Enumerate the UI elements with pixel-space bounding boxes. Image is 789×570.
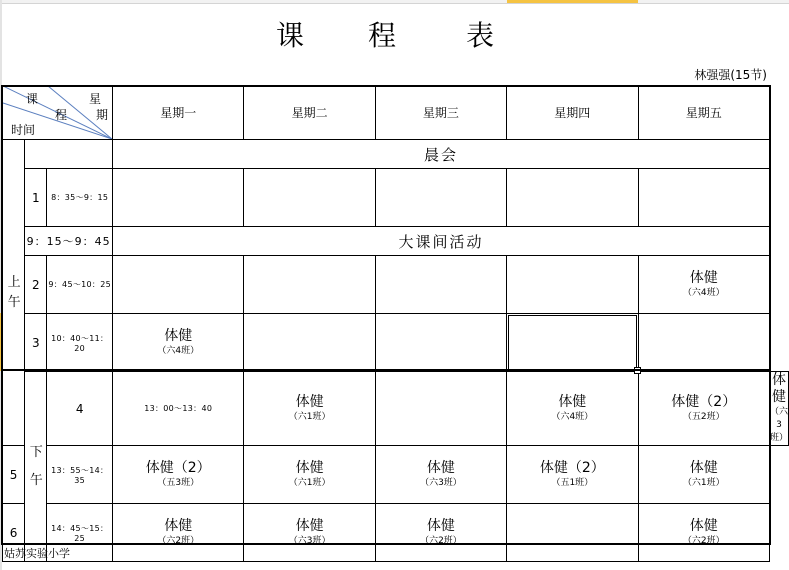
title-char: 课 bbox=[276, 19, 307, 52]
schedule-cell[interactable] bbox=[244, 372, 375, 446]
spreadsheet-column-header-strip bbox=[0, 0, 789, 4]
morning-afternoon-divider bbox=[2, 369, 771, 371]
period-time[interactable]: 13：55～14：35 bbox=[47, 446, 113, 504]
break-activity-cell[interactable]: 大课间活动 bbox=[113, 227, 770, 256]
class-name: （五3班） bbox=[157, 477, 200, 488]
schedule-cell[interactable] bbox=[244, 256, 375, 314]
course-name: 体健 bbox=[689, 517, 718, 534]
selected-column-indicator bbox=[507, 0, 638, 3]
day-header[interactable]: 星期一 bbox=[113, 86, 244, 140]
course-name: 体健（2） bbox=[671, 393, 737, 410]
course-name: 体健 bbox=[164, 327, 193, 344]
schedule-cell[interactable] bbox=[375, 314, 506, 372]
table-row bbox=[3, 446, 789, 504]
period-number[interactable]: 1 bbox=[25, 169, 47, 227]
schedule-cell[interactable] bbox=[507, 446, 638, 504]
schedule-cell[interactable] bbox=[638, 504, 769, 562]
title-char: 表 bbox=[466, 19, 497, 52]
table-row bbox=[3, 504, 789, 562]
schedule-cell[interactable] bbox=[638, 372, 769, 446]
course-name: 体健 bbox=[295, 459, 324, 476]
class-name: （六2班） bbox=[682, 535, 725, 546]
schedule-cell[interactable] bbox=[244, 314, 375, 372]
break-time-cell[interactable]: 9：15～9：45 bbox=[25, 227, 113, 256]
schedule-cell[interactable] bbox=[638, 256, 769, 314]
day-header[interactable]: 星期三 bbox=[375, 86, 506, 140]
morning-assembly-cell[interactable]: 晨会 bbox=[113, 140, 770, 169]
empty-cell[interactable] bbox=[25, 140, 113, 169]
corner-label: 课 bbox=[26, 92, 39, 106]
corner-label: 程 bbox=[55, 108, 68, 122]
schedule-cell[interactable] bbox=[113, 446, 244, 504]
teacher-label: 林强强(15节) bbox=[694, 68, 767, 82]
corner-label: 期 bbox=[96, 108, 109, 122]
schedule-cell[interactable] bbox=[113, 169, 244, 227]
period-number[interactable]: 6 bbox=[3, 504, 25, 562]
period-time[interactable]: 14：45～15：25 bbox=[47, 504, 113, 562]
schedule-cell[interactable] bbox=[113, 314, 244, 372]
course-name: 体健 bbox=[295, 517, 324, 534]
class-name: （六1班） bbox=[288, 477, 331, 488]
schedule-cell[interactable] bbox=[507, 504, 638, 562]
schedule-cell[interactable] bbox=[507, 372, 638, 446]
selected-cell[interactable] bbox=[507, 314, 638, 372]
table-row bbox=[3, 256, 789, 314]
course-name: 体健 bbox=[295, 393, 324, 410]
course-name: 体健 bbox=[426, 517, 455, 534]
session-label: 下午 bbox=[29, 444, 43, 488]
page-title bbox=[270, 14, 510, 50]
class-name: （六2班） bbox=[420, 535, 462, 546]
corner-label: 时间 bbox=[11, 123, 36, 137]
schedule-cell[interactable] bbox=[244, 446, 375, 504]
schedule-cell[interactable] bbox=[375, 372, 506, 446]
period-time[interactable]: 10：40～11：20 bbox=[47, 314, 113, 372]
schedule-cell[interactable] bbox=[638, 169, 769, 227]
period-number[interactable]: 2 bbox=[25, 256, 47, 314]
schedule-cell[interactable] bbox=[113, 256, 244, 314]
period-number[interactable]: 5 bbox=[3, 446, 25, 504]
class-name: （六4班） bbox=[682, 287, 725, 298]
schedule-cell[interactable] bbox=[638, 314, 769, 372]
course-name: 体健 bbox=[689, 459, 718, 476]
schedule-cell[interactable] bbox=[375, 504, 506, 562]
schedule-cell[interactable] bbox=[375, 446, 506, 504]
schedule-cell[interactable] bbox=[244, 504, 375, 562]
schedule-cell[interactable] bbox=[244, 169, 375, 227]
course-name: 体健（2） bbox=[145, 459, 211, 476]
period-time[interactable]: 8：35～9：15 bbox=[47, 169, 113, 227]
class-name: （五2班） bbox=[682, 411, 725, 422]
schedule-cell[interactable] bbox=[375, 256, 506, 314]
course-name: 体健 bbox=[558, 393, 587, 410]
class-name: （六4班） bbox=[157, 345, 200, 356]
period-number[interactable]: 3 bbox=[25, 314, 47, 372]
class-name: （五1班） bbox=[551, 477, 594, 488]
course-name: 体健 bbox=[426, 459, 455, 476]
schedule-cell[interactable] bbox=[113, 504, 244, 562]
table-row bbox=[3, 314, 789, 372]
period-number[interactable]: 4 bbox=[47, 372, 113, 446]
class-name: （六1班） bbox=[682, 477, 725, 488]
class-name: （六4班） bbox=[551, 411, 594, 422]
school-name: 姑苏实验小学 bbox=[4, 547, 70, 560]
course-name: 体健 bbox=[689, 269, 718, 286]
day-header[interactable]: 星期四 bbox=[507, 86, 638, 140]
period-time[interactable]: 9：45～10：25 bbox=[47, 256, 113, 314]
class-name: （六1班） bbox=[288, 411, 331, 422]
corner-label: 星 bbox=[89, 92, 102, 106]
period-time[interactable]: 13：00～13：40 bbox=[113, 372, 244, 446]
table-row bbox=[3, 372, 789, 446]
session-label: 上午 bbox=[7, 274, 21, 310]
session-morning[interactable] bbox=[3, 140, 25, 446]
title-char: 程 bbox=[368, 19, 399, 52]
class-name: （六3班） bbox=[288, 535, 331, 546]
session-afternoon[interactable] bbox=[25, 372, 47, 562]
class-name: （六3班） bbox=[420, 477, 462, 488]
course-name: 体健 bbox=[164, 517, 193, 534]
day-header[interactable]: 星期二 bbox=[244, 86, 375, 140]
course-name: 体健 bbox=[771, 372, 786, 405]
table-row bbox=[3, 169, 789, 227]
course-name: 体健（2） bbox=[539, 459, 605, 476]
schedule-cell[interactable] bbox=[507, 256, 638, 314]
schedule-cell[interactable] bbox=[769, 372, 788, 446]
day-header[interactable]: 星期五 bbox=[638, 86, 769, 140]
schedule-cell[interactable] bbox=[507, 169, 638, 227]
class-name: （六2班） bbox=[157, 535, 200, 546]
class-name: （六3班） bbox=[769, 407, 788, 443]
schedule-cell[interactable] bbox=[375, 169, 506, 227]
timetable bbox=[2, 85, 789, 562]
header-corner-cell[interactable] bbox=[3, 86, 113, 140]
schedule-cell[interactable] bbox=[638, 446, 769, 504]
